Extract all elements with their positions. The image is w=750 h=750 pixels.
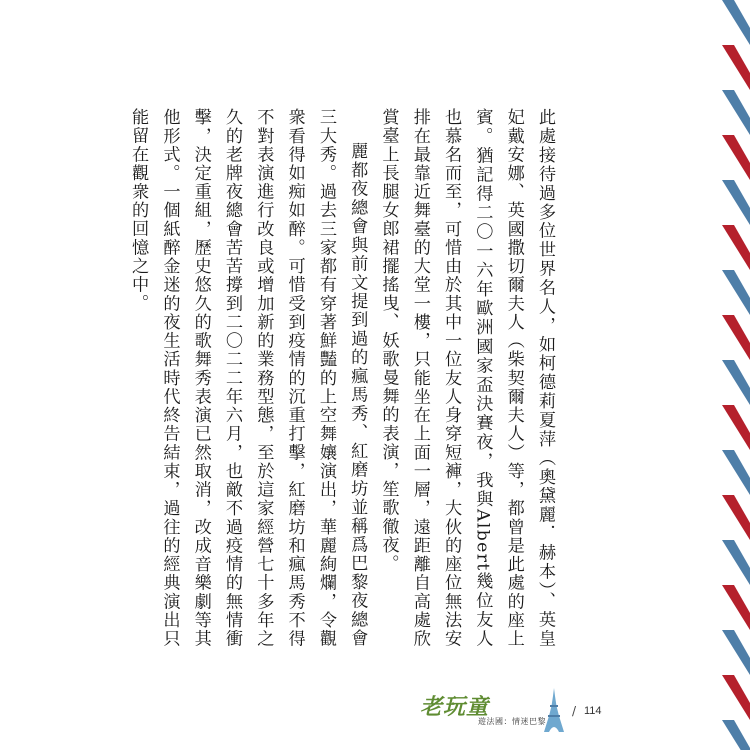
page-footer	[420, 688, 620, 738]
brand-logo-text: 老玩童	[420, 694, 490, 720]
airmail-stripe-border	[722, 0, 750, 750]
vertical-body-text	[122, 108, 560, 648]
paragraph-2: 麗都夜總會與前文提到過的瘋馬秀、紅磨坊並稱爲巴黎夜總會三大秀。過去三家都有穿著鮮豔的上空舞孃演出，華麗絢爛，令觀衆看得如痴如醉。可惜受到疫情的沉重打擊，紅磨坊和瘋馬秀不得不對表演進行改良或增加新的業務型態，至於這家經營七十多年之久的老牌夜總會苦苦撐到二〇二二年六月，也敵不過疫情的無情衝擊，決定重組，歷史悠久的歌舞秀表演已然取消，改成音樂劇等其他形式。一個紙醉金迷的夜生活時代終告結束，過往的經典演出只能留在觀衆的回憶之中。	[128, 108, 368, 648]
paragraph-1: 此處接待過多位世界名人，如柯德莉夏萍（奧黛麗．赫本）、英皇妃戴安娜、英國撒切爾夫人（柴契爾夫人）等，都曾是此處的座上賓。猶記得二〇一六年歐洲國家盃決賽夜，我與Albert幾位友人也慕名而至，可惜由於其中一位友人身穿短褲，大伙的座位無法安排在最靠近舞臺的大堂一樓，只能坐在上面一層，遠距離自高處欣賞臺上長腿女郎裙擺搖曳、妖歌曼舞的表演，笙歌徹夜。	[378, 108, 555, 648]
book-subtitle: 遊法國：情迷巴黎	[478, 717, 546, 726]
page-number: 114	[584, 705, 602, 717]
eiffel-tower-icon	[542, 688, 566, 732]
page-separator: /	[572, 704, 577, 718]
